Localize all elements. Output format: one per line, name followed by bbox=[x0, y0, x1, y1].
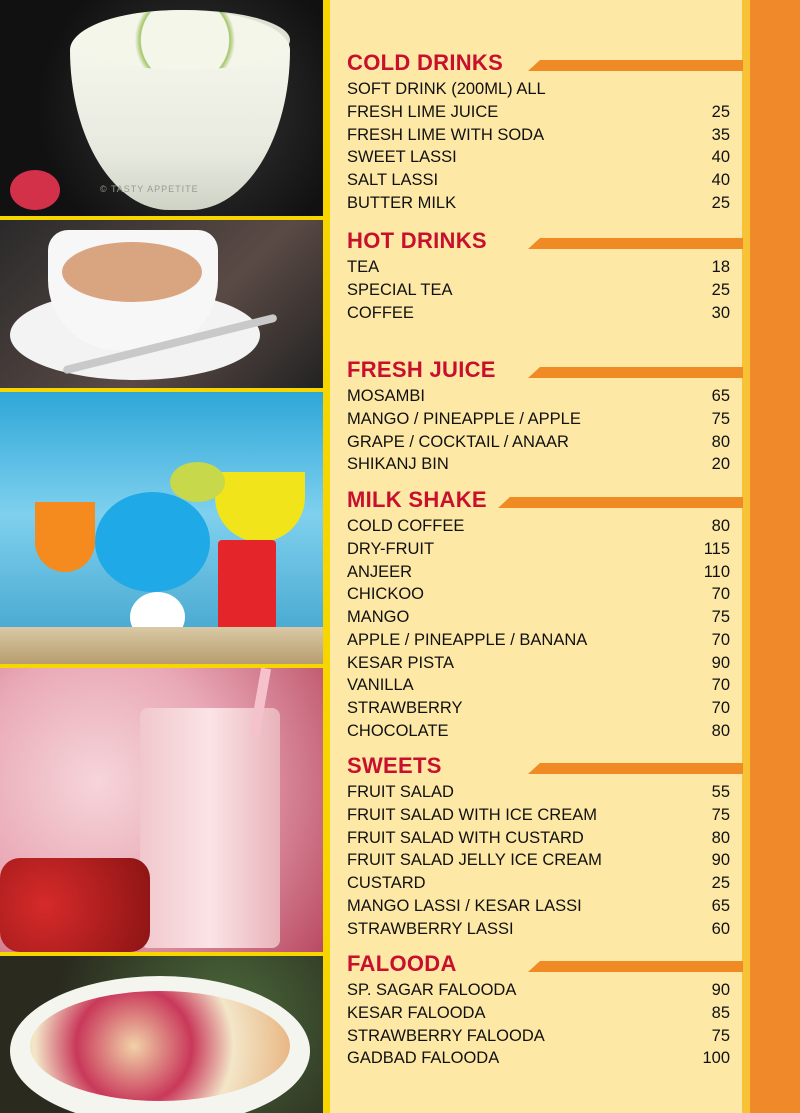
menu-item bbox=[347, 1004, 743, 1027]
section-title: FALOODA bbox=[347, 951, 457, 976]
menu-item bbox=[347, 806, 743, 829]
heading-accent-bar bbox=[528, 763, 743, 774]
item-name: FRUIT SALAD WITH CUSTARD bbox=[347, 828, 584, 847]
item-name: STRAWBERRY LASSI bbox=[347, 919, 514, 938]
menu-item bbox=[347, 171, 743, 194]
item-name: FRESH LIME WITH SODA bbox=[347, 125, 545, 144]
menu-item bbox=[347, 829, 743, 852]
item-name: CUSTARD bbox=[347, 874, 426, 892]
item-name: FRUIT SALAD JELLY ICE CREAM bbox=[347, 851, 602, 870]
heading-accent-bar bbox=[528, 961, 743, 972]
menu-item bbox=[347, 897, 743, 920]
section-falooda bbox=[347, 951, 743, 1072]
menu-item bbox=[347, 608, 743, 631]
item-name: CHOCOLATE bbox=[347, 721, 449, 740]
section-fresh-juice bbox=[347, 357, 743, 478]
section-heading bbox=[347, 228, 743, 258]
item-name: DRY-FRUIT bbox=[347, 539, 435, 558]
right-orange-bar bbox=[750, 0, 800, 1113]
menu-item bbox=[347, 304, 743, 327]
menu-item bbox=[347, 676, 743, 699]
photo-column bbox=[0, 0, 326, 1113]
item-name: BUTTER MILK bbox=[347, 193, 457, 212]
item-price: 85 bbox=[711, 1003, 730, 1022]
item-name: TEA bbox=[347, 258, 380, 276]
section-heading bbox=[347, 753, 743, 783]
section-title: COLD DRINKS bbox=[347, 50, 504, 75]
menu-item bbox=[347, 699, 743, 722]
menu-item bbox=[347, 874, 743, 897]
item-price: 70 bbox=[711, 699, 730, 717]
item-name: KESAR FALOODA bbox=[347, 1003, 486, 1022]
item-price: 25 bbox=[711, 102, 730, 121]
item-price: 20 bbox=[711, 455, 730, 474]
photo-watermark: © TASTY APPETITE bbox=[100, 184, 199, 194]
item-name: COLD COFFEE bbox=[347, 517, 465, 535]
item-price: 90 bbox=[711, 851, 730, 870]
item-name: MANGO LASSI / KESAR LASSI bbox=[347, 896, 582, 915]
item-price: 75 bbox=[711, 608, 730, 626]
item-name: ANJEER bbox=[347, 562, 413, 581]
menu-item bbox=[347, 281, 743, 304]
photo-lassi-glass bbox=[0, 0, 323, 216]
heading-accent-bar bbox=[528, 367, 743, 378]
item-name: SOFT DRINK (200ML) ALL bbox=[347, 80, 546, 98]
item-price: 18 bbox=[711, 258, 730, 276]
menu-item bbox=[347, 1027, 743, 1050]
item-price: 90 bbox=[711, 981, 730, 999]
menu-item bbox=[347, 387, 743, 410]
menu-item bbox=[347, 585, 743, 608]
item-name: SHIKANJ BIN bbox=[347, 455, 449, 474]
menu-item bbox=[347, 103, 743, 126]
item-price: 70 bbox=[711, 676, 730, 695]
menu-item bbox=[347, 722, 743, 745]
menu-item bbox=[347, 194, 743, 217]
photo-fruit-salad bbox=[0, 956, 323, 1113]
item-price: 115 bbox=[703, 539, 730, 558]
menu-item bbox=[347, 258, 743, 281]
item-name: APPLE / PINEAPPLE / BANANA bbox=[347, 630, 588, 649]
menu-item bbox=[347, 654, 743, 677]
item-name: KESAR PISTA bbox=[347, 653, 454, 672]
item-price: 75 bbox=[711, 805, 730, 824]
item-price: 80 bbox=[711, 828, 730, 847]
item-price: 25 bbox=[711, 280, 730, 299]
menu-item bbox=[347, 631, 743, 654]
menu-item bbox=[347, 455, 743, 478]
section-cold-drinks bbox=[347, 50, 743, 217]
section-heading bbox=[347, 951, 743, 981]
item-name: FRUIT SALAD bbox=[347, 783, 454, 801]
section-sweets bbox=[347, 753, 743, 942]
item-price: 25 bbox=[711, 874, 730, 892]
item-price: 65 bbox=[711, 896, 730, 915]
section-heading bbox=[347, 487, 743, 517]
menu-item bbox=[347, 410, 743, 433]
item-price: 110 bbox=[703, 562, 730, 581]
item-price: 100 bbox=[702, 1049, 730, 1068]
item-name: MANGO / PINEAPPLE / APPLE bbox=[347, 409, 581, 428]
item-name: GADBAD FALOODA bbox=[347, 1049, 500, 1068]
section-heading bbox=[347, 357, 743, 387]
item-name: SWEET LASSI bbox=[347, 148, 457, 167]
item-name: CHICKOO bbox=[347, 585, 425, 604]
menu-item bbox=[347, 517, 743, 540]
item-price: 40 bbox=[711, 171, 730, 189]
item-price: 70 bbox=[711, 630, 730, 649]
item-name: GRAPE / COCKTAIL / ANAAR bbox=[347, 432, 569, 451]
item-price: 75 bbox=[711, 1026, 730, 1045]
heading-accent-bar bbox=[528, 60, 743, 71]
item-name: SPECIAL TEA bbox=[347, 280, 453, 299]
section-title: HOT DRINKS bbox=[347, 228, 487, 253]
menu-item bbox=[347, 1049, 743, 1072]
menu-item bbox=[347, 981, 743, 1004]
heading-accent-bar bbox=[498, 497, 743, 508]
item-price: 80 bbox=[711, 721, 730, 740]
menu-item bbox=[347, 920, 743, 943]
menu-item bbox=[347, 563, 743, 586]
item-name: STRAWBERRY bbox=[347, 699, 463, 717]
item-name: COFFEE bbox=[347, 303, 414, 322]
heading-accent-bar bbox=[528, 238, 743, 249]
section-title: SWEETS bbox=[347, 753, 442, 778]
menu-item bbox=[347, 80, 743, 103]
menu-item bbox=[347, 783, 743, 806]
menu-item bbox=[347, 433, 743, 456]
menu-item bbox=[347, 540, 743, 563]
item-price: 40 bbox=[711, 148, 730, 167]
item-name: MANGO bbox=[347, 608, 410, 626]
item-name: VANILLA bbox=[347, 676, 414, 695]
item-price: 30 bbox=[711, 303, 730, 322]
item-name: FRESH LIME JUICE bbox=[347, 102, 499, 121]
item-name: FRUIT SALAD WITH ICE CREAM bbox=[347, 805, 597, 824]
item-price: 80 bbox=[711, 432, 730, 451]
photo-juice-glasses bbox=[0, 392, 323, 664]
item-price: 65 bbox=[711, 387, 730, 405]
item-price: 75 bbox=[711, 409, 730, 428]
photo-tea-cup bbox=[0, 220, 323, 388]
item-name: MOSAMBI bbox=[347, 387, 425, 405]
section-title: MILK SHAKE bbox=[347, 487, 487, 512]
item-price: 55 bbox=[711, 783, 730, 801]
menu-item bbox=[347, 851, 743, 874]
menu-item bbox=[347, 126, 743, 149]
section-milk-shake bbox=[347, 487, 743, 745]
item-price: 90 bbox=[711, 653, 730, 672]
item-price: 70 bbox=[711, 585, 730, 604]
panel-edge bbox=[742, 0, 750, 1113]
item-name: STRAWBERRY FALOODA bbox=[347, 1026, 545, 1045]
item-price: 35 bbox=[711, 125, 730, 144]
item-name: SP. SAGAR FALOODA bbox=[347, 981, 517, 999]
section-heading bbox=[347, 50, 743, 80]
item-price: 60 bbox=[711, 919, 730, 938]
item-price: 25 bbox=[711, 193, 730, 212]
photo-milkshake bbox=[0, 668, 323, 952]
menu-item bbox=[347, 148, 743, 171]
section-hot-drinks bbox=[347, 228, 743, 326]
item-name: SALT LASSI bbox=[347, 171, 439, 189]
section-title: FRESH JUICE bbox=[347, 357, 496, 382]
item-price: 80 bbox=[711, 517, 730, 535]
